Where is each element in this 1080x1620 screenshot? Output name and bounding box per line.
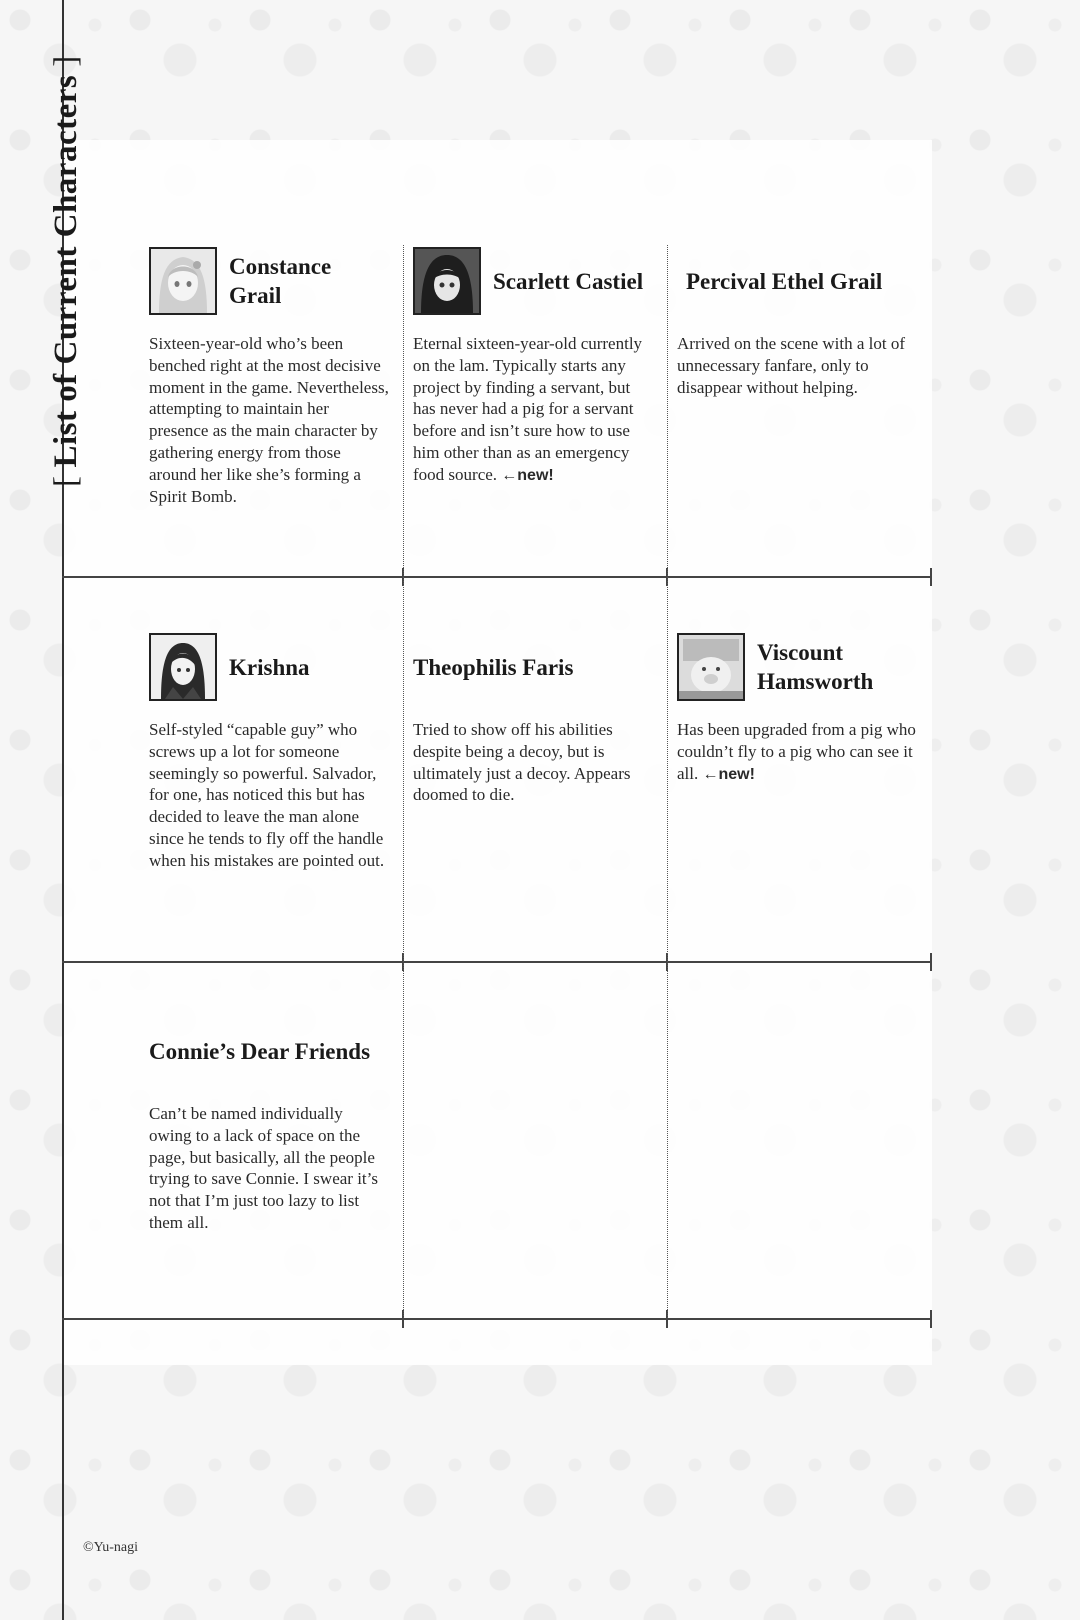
- character-card: [677, 631, 917, 785]
- title-text: List of Current Characters: [48, 74, 84, 468]
- row-divider-2: [62, 961, 931, 963]
- grid-tick: [930, 953, 932, 971]
- character-name: Viscount Hamsworth: [757, 640, 874, 694]
- copyright-notice: ©Yu-nagi: [83, 1540, 138, 1555]
- page-title: [48, 47, 85, 495]
- character-description: [413, 719, 653, 806]
- description-text: Can’t be named individually owing to a lack of space on the page, but basically, all the people trying to save Connie. I swear it’s not that I’m just too lazy to list them all.: [149, 1104, 378, 1232]
- grid-tick: [930, 1310, 932, 1328]
- character-description: [677, 719, 917, 785]
- character-card: [149, 631, 389, 872]
- character-card: [149, 245, 389, 507]
- character-card: [413, 631, 653, 806]
- character-description: [677, 333, 917, 398]
- character-card: [413, 245, 653, 487]
- new-badge: ←new!: [501, 466, 554, 484]
- character-portrait: [149, 633, 217, 701]
- column-divider-1: [403, 245, 404, 1318]
- row-divider-3: [62, 1318, 931, 1320]
- character-description: [149, 333, 389, 507]
- description-text: Sixteen-year-old who’s been benched right at the most decisive moment in the game. Nevertheless, attempting to maintain her presence as the main character by gathering energy from those around her like she’s forming a Spirit Bomb.: [149, 334, 389, 506]
- character-description: [149, 1103, 389, 1234]
- column-divider-2: [667, 245, 668, 1318]
- character-portrait: [677, 633, 745, 701]
- character-name: Percival Ethel Grail: [686, 268, 883, 294]
- character-card: [677, 245, 917, 398]
- description-text: Arrived on the scene with a lot of unnecessary fanfare, only to disappear without helping.: [677, 334, 906, 397]
- row-divider-1: [62, 576, 931, 578]
- description-text: Tried to show off his abilities despite being a decoy, but is ultimately just a decoy. Appears doomed to die.: [413, 720, 631, 805]
- character-portrait: [149, 247, 217, 315]
- character-portrait: [413, 247, 481, 315]
- character-name: Connie’s Dear Friends: [149, 1038, 371, 1064]
- description-text: Self-styled “capable guy” who screws up a lot for someone seemingly so powerful. Salvador, for one, has noticed this but has decided to leave the man alone since he tends to fly off the handle when his mistakes are pointed out.: [149, 720, 385, 870]
- character-description: [149, 719, 389, 872]
- character-name: Krishna: [229, 654, 310, 680]
- character-name: Scarlett Castiel: [493, 268, 644, 294]
- title-bracket-close: ]: [48, 55, 84, 67]
- grid-tick: [930, 568, 932, 586]
- new-badge: ←new!: [702, 765, 755, 783]
- title-bracket-open: [: [48, 475, 84, 487]
- character-name: Theophilis Faris: [413, 654, 574, 680]
- character-card: [149, 1015, 389, 1234]
- character-name: Constance Grail: [229, 254, 332, 308]
- character-description: [413, 333, 653, 487]
- description-text: Eternal sixteen-year-old currently on the lam. Typically starts any project by finding a servant, but has never had a pig for a servant before and isn’t sure how to use him other than as an emergency food source.: [413, 334, 643, 484]
- description-text: Has been upgraded from a pig who couldn’t fly to a pig who can see it all.: [677, 720, 916, 783]
